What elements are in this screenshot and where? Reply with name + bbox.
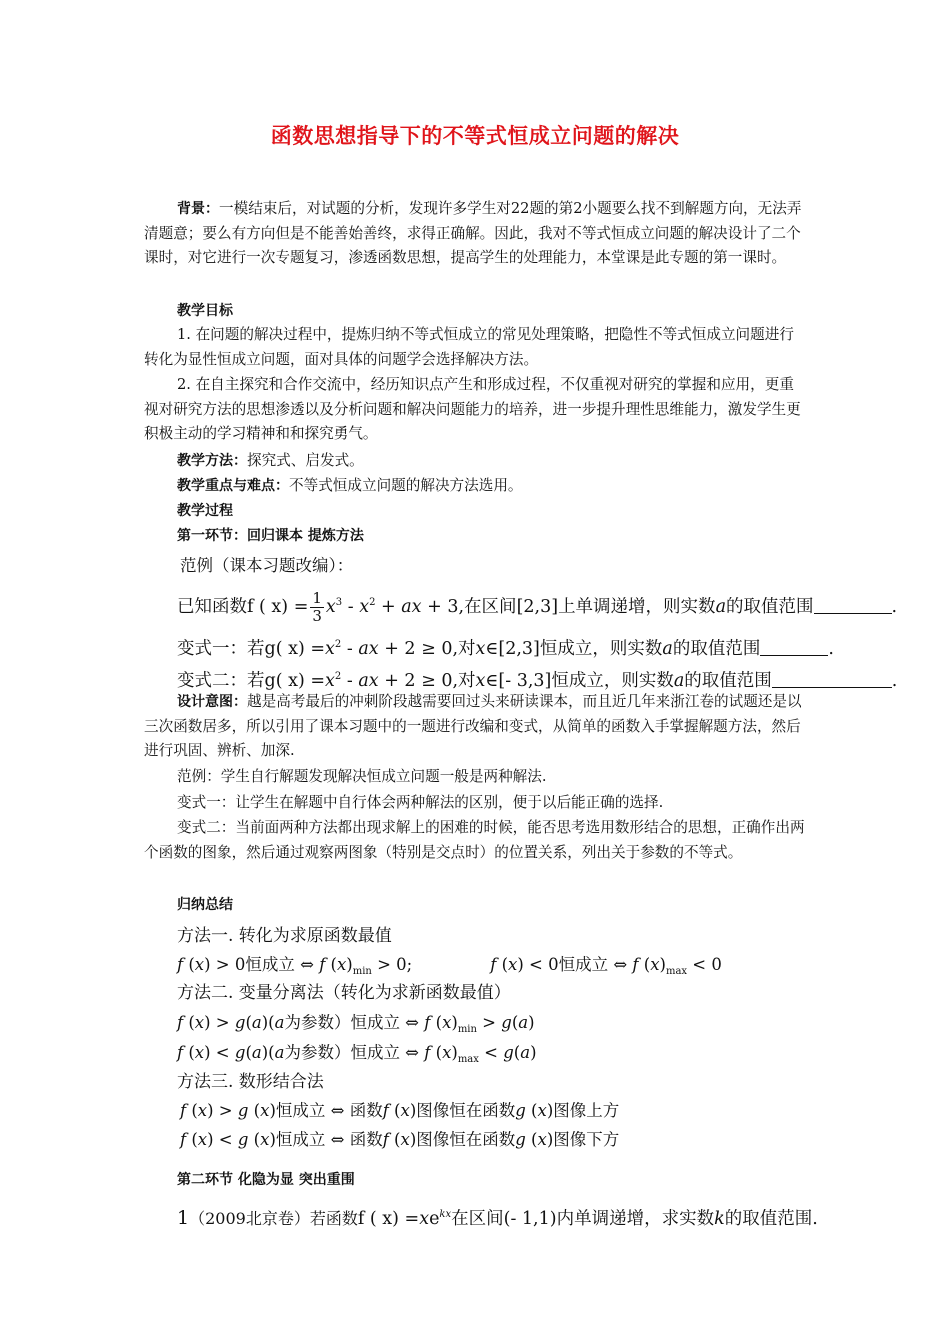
design-label: 设计意图： (177, 694, 247, 710)
method-one-title: 方法一. 转化为求原函数最值 (177, 926, 392, 946)
background-label: 背景： (177, 201, 219, 217)
document-title: 函数思想指导下的不等式恒成立问题的解决 (270, 124, 680, 148)
method-three-title: 方法三. 数形结合法 (177, 1072, 324, 1092)
section1-heading: 第一环节：回归课本 提炼方法 (177, 528, 364, 544)
method-one-formula: f (x) > 0恒成立 ⇔ f $(x)_{min} > 0$; f (x) < 0恒成立 ⇔ f $(x)_{max} < 0$ (177, 955, 722, 977)
design-text: 越是高考最后的冲刺阶段越需要回过头来研读课本，而且近几年来浙江卷的试题还是以三次函数居多，所以引用了课本习题中的一题进行改编和变式，从简单的函数入手掌握解题方法，然后进行巩固、辨析、加深. (144, 693, 802, 759)
design-variant1-note: 变式一：让学生在解题中自行体会两种解法的区别，便于以后能正确的选择. (177, 794, 664, 811)
method-line (177, 449, 364, 473)
design-variant2-note: 变式二：当前面两种方法都出现求解上的困难的时候，能否思考选用数形结合的思想，正确作出两个函数的图象，然后通过观察两图象（特别是交点时）的位置关系，列出关于参数的不等式。 (144, 819, 805, 861)
goal-item-2: 2. 在自主探究和合作交流中，经历知识点产生和形成过程，不仅重视对研究的掌握和应用，更重视对研究方法的思想渗透以及分析问题和解决问题能力的培养，进一步提升理性思维能力，激发学生更积极主动的学习精神和和探究勇气。 (144, 376, 801, 442)
process-heading: 教学过程 (177, 503, 233, 519)
goals-heading: 教学目标 (177, 303, 233, 319)
method-text: 探究式、启发式。 (247, 452, 364, 469)
background-text: 一模结束后，对试题的分析，发现许多学生对22题的第2小题要么找不到解题方向，无法弄清题意；要么有方向但是不能善始善终，求得正确解。因此，我对不等式恒成立问题的解决设计了二个课时，对它进行一次专题复习，渗透函数思想，提高学生的处理能力，本堂课是此专题的第一课时。 (144, 200, 802, 266)
method-two-formula-b: f (x) < g(a)(a为参数）恒成立 ⇔ f $(x)_{max} < g(a)$ (177, 1043, 537, 1065)
keypoints-label: 教学重点与难点： (177, 478, 289, 494)
fraction-one-third: $\frac{1}{3}$ (312, 589, 322, 625)
method-two-formula-a: f (x) > g(a)(a为参数）恒成立 ⇔ f $(x)_{min} > g(a)$ (177, 1013, 535, 1035)
method-three-formula-a: f (x) > g (x)恒成立 ⇔ 函数f (x)图像恒在函数g (x)图像上方 (180, 1101, 620, 1120)
example-label: 范例（课本习题改编）： (180, 556, 354, 575)
background-paragraph (144, 197, 808, 271)
example-problem: 已知函数f ( x) = $\frac{1}{3}$ $x^3 - x^2$ + ax + 3,在区间[2,3]上单调递增，则实数a的取值范围 . (177, 589, 898, 625)
answer-blank[interactable] (772, 671, 892, 688)
method-label: 教学方法： (177, 453, 247, 469)
design-example-note: 范例：学生自行解题发现解决恒成立问题一般是两种解法. (177, 768, 547, 785)
keypoints-text: 不等式恒成立问题的解决方法选用。 (289, 477, 523, 494)
variant-1: 变式一：若g( $x) =x^2$ - ax + 2 ≥ 0,对x∈[2,3]恒成立，则实数a的取值范围 . (177, 639, 834, 659)
goal-item-1: 1. 在问题的解决过程中，提炼归纳不等式恒成立的常见处理策略，把隐性不等式恒成立问题进行转化为显性恒成立问题，面对具体的问题学会选择解决方法。 (144, 326, 794, 368)
keypoints-line (177, 474, 523, 498)
method-three-formula-b: f (x) < g (x)恒成立 ⇔ 函数f (x)图像恒在函数g (x)图像下方 (180, 1130, 620, 1149)
summary-heading: 归纳总结 (177, 897, 233, 913)
answer-blank[interactable] (814, 597, 892, 614)
method-two-title: 方法二. 变量分离法（转化为求新函数最值） (177, 983, 511, 1003)
question-1: 1（2009北京卷）若函数f ( $x) =xe^{kx}$在区间(- 1,1)内单调递增，求实数k的取值范围. (177, 1207, 818, 1229)
answer-blank[interactable] (760, 639, 828, 656)
design-paragraph (144, 690, 808, 764)
variant-2: 变式二：若g( $x) =x^2$ - ax + 2 ≥ 0,对x∈[- 3,3]恒成立，则实数a的取值范围 . (177, 671, 898, 691)
section2-heading: 第二环节 化隐为显 突出重围 (177, 1172, 355, 1188)
